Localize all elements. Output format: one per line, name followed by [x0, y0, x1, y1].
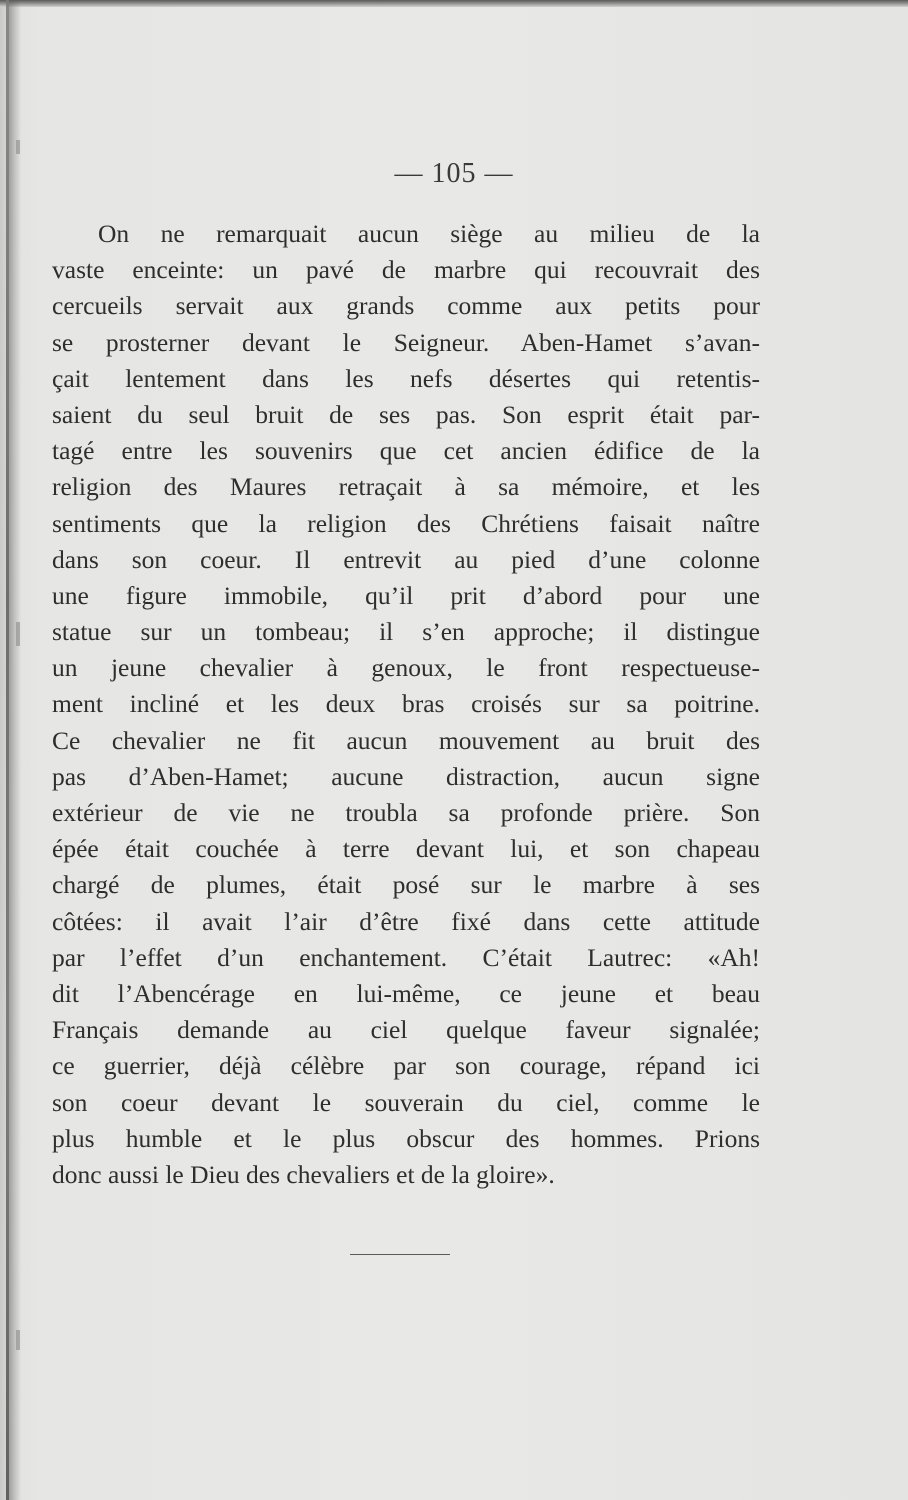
page-top-edge [0, 0, 908, 7]
text-line: dans son coeur. Il entrevit au pied d’une colonne [52, 544, 760, 574]
text-line: épée était couchée à terre devant lui, et son chapeau [52, 834, 760, 864]
text-line: pas d’Aben-Hamet; aucune distraction, aucun signe [52, 761, 760, 791]
page-number: — 105 — [394, 158, 514, 189]
text-line: un jeune chevalier à genoux, le front respectueuse- [52, 653, 760, 683]
text-line: ment incliné et les deux bras croisés sur sa poitrine. [52, 689, 760, 719]
text-line: sentiments que la religion des Chrétiens faisait naître [52, 508, 760, 538]
margin-speck [16, 622, 20, 646]
text-line: côtées: il avait l’air d’être fixé dans cette attitude [52, 906, 760, 936]
text-line: tagé entre les souvenirs que cet ancien édifice de la [52, 436, 760, 466]
text-line: ce guerrier, déjà célèbre par son courage, répand ici [52, 1051, 760, 1081]
text-line: Ce chevalier ne fit aucun mouvement au bruit des [52, 725, 760, 755]
text-line: Français demande au ciel quelque faveur signalée; [52, 1015, 760, 1045]
margin-speck [16, 140, 20, 154]
margin-speck [16, 1330, 20, 1350]
text-line: son coeur devant le souverain du ciel, comme le [52, 1087, 760, 1117]
body-text [52, 216, 760, 1193]
text-line: saient du seul bruit de ses pas. Son esprit était par- [52, 399, 760, 429]
text-line: extérieur de vie ne troubla sa profonde prière. Son [52, 798, 760, 827]
text-line: par l’effet d’un enchantement. C’était Lautrec: «Ah! [52, 942, 760, 972]
text-line: chargé de plumes, était posé sur le marbre à ses [52, 870, 760, 900]
text-line: donc aussi le Dieu des chevaliers et de la gloire». [52, 1159, 555, 1189]
text-line: plus humble et le plus obscur des hommes. Prions [52, 1123, 760, 1153]
text-line: cercueils servait aux grands comme aux petits pour [52, 291, 760, 321]
text-line: dit l’Abencérage en lui-même, ce jeune et beau [52, 978, 760, 1008]
text-line: çait lentement dans les nefs désertes qui retentis- [52, 363, 760, 393]
text-line: se prosterner devant le Seigneur. Aben-Hamet s’avan- [52, 327, 760, 357]
section-end-rule [350, 1254, 450, 1255]
text-line: statue sur un tombeau; il s’en approche; il distingue [52, 617, 760, 647]
text-line: On ne remarquait aucun siège au milieu de la [98, 219, 760, 248]
binding-shadow [9, 0, 21, 1500]
text-line: une figure immobile, qu’il prit d’abord pour une [52, 580, 760, 610]
text-line: vaste enceinte: un pavé de marbre qui recouvrait des [52, 255, 760, 285]
text-line: religion des Maures retraçait à sa mémoire, et les [52, 472, 760, 502]
